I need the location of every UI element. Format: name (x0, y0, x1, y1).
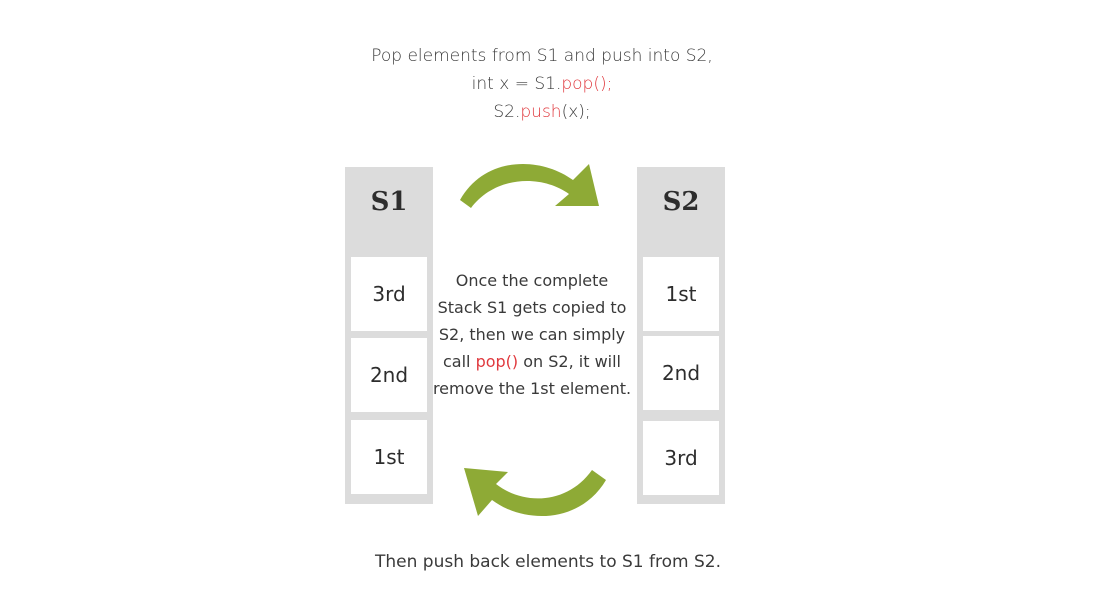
arrow-body (464, 468, 606, 516)
stack-cell: 2nd (351, 338, 427, 412)
top-caption-line-1: Pop elements from S1 and push into S2, (371, 46, 713, 66)
bottom-caption: Then push back elements to S1 from S2. (374, 552, 722, 572)
stack-title: S1 (370, 187, 408, 217)
stack-cell: 2nd (643, 336, 719, 410)
code-suffix: (x); (561, 102, 591, 122)
stack-cell: 1st (351, 420, 427, 494)
push-code: push (520, 102, 562, 122)
explanation-text: Once the complete Stack S1 gets copied to S2, then we can simply call (437, 271, 627, 371)
code-prefix: int x = S1. (471, 74, 562, 94)
stack-s1 (345, 167, 433, 504)
stack-title: S2 (662, 187, 700, 217)
pop-code: pop(); (561, 74, 613, 94)
stack-cell: 3rd (643, 421, 719, 495)
top-caption-line-2 (300, 70, 784, 98)
curved-arrow-right-icon (455, 150, 605, 212)
code-prefix: S2. (493, 102, 521, 122)
top-caption (300, 42, 784, 126)
stack-cell: 1st (643, 257, 719, 331)
stack-s2 (637, 167, 725, 504)
stack-cell: 3rd (351, 257, 427, 331)
curved-arrow-left-icon (458, 462, 610, 526)
top-caption-line-3 (300, 98, 784, 126)
pop-code: pop() (475, 352, 519, 371)
arrow-body (460, 164, 599, 208)
explanation-text: on S2, it will remove the 1st element. (432, 352, 632, 398)
middle-explanation (432, 267, 632, 402)
